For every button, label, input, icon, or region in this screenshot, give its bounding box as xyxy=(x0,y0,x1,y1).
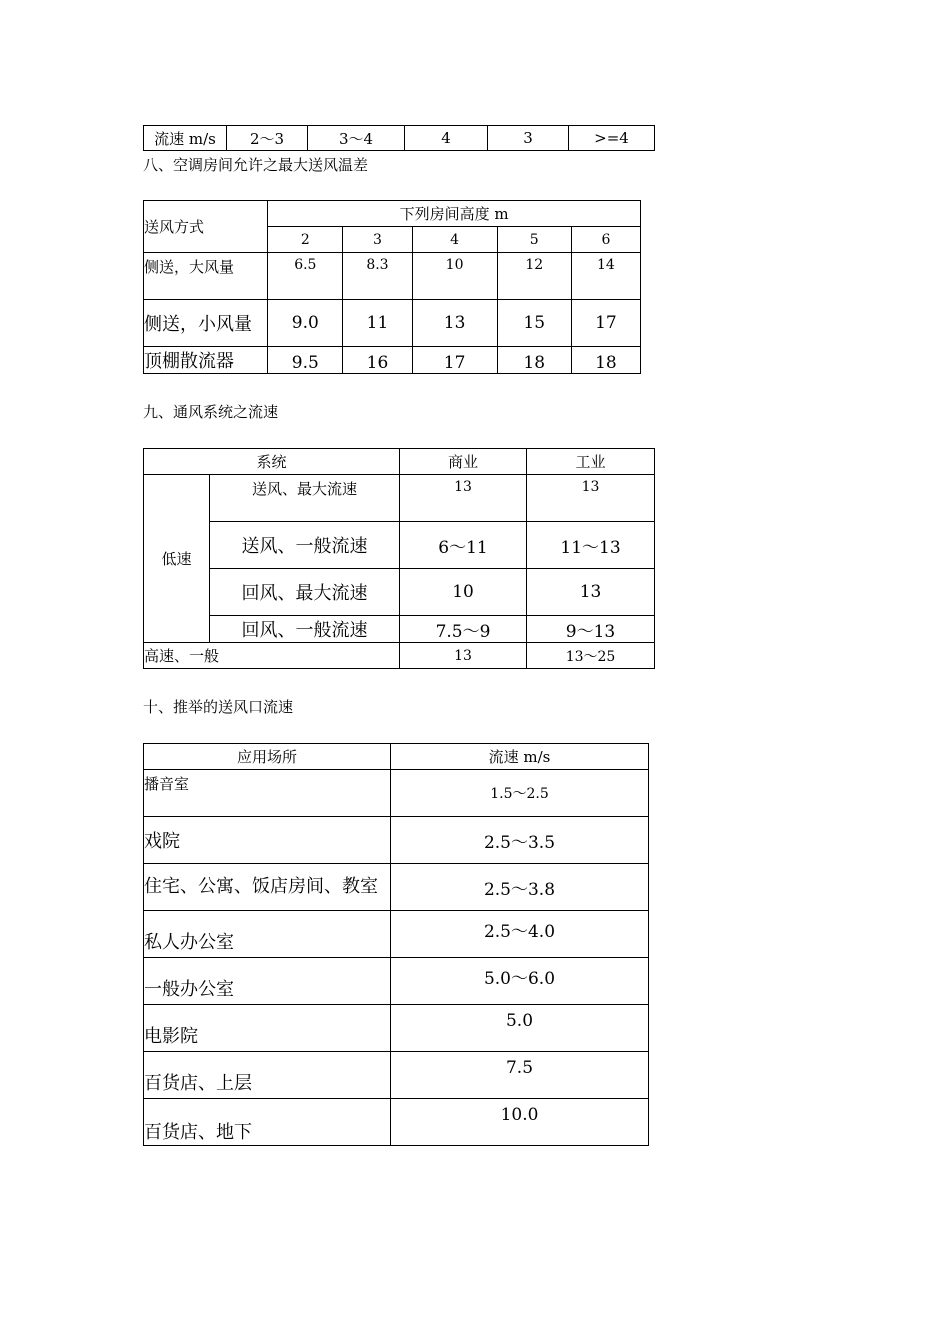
supply-mode-header: 送风方式 xyxy=(144,201,268,253)
row-label: 顶棚散流器 xyxy=(144,347,268,374)
height-column-header: 3 xyxy=(343,227,412,253)
speed-cell: 5.0 xyxy=(391,1005,649,1052)
row-label: 回风、一般流速 xyxy=(210,616,400,643)
speed-cell: 5.0～6.0 xyxy=(391,958,649,1005)
section-10-heading: 十、推举的送风口流速 xyxy=(143,698,294,716)
table-row xyxy=(144,770,649,817)
industrial-header: 工业 xyxy=(527,449,655,475)
place-header: 应用场所 xyxy=(144,744,391,770)
table-row xyxy=(144,347,641,374)
table-cell: 14 xyxy=(571,253,640,300)
velocity-row-table xyxy=(143,125,655,151)
commercial-cell: 10 xyxy=(400,569,527,616)
table-cell: 16 xyxy=(343,347,412,374)
velocity-label: 流速 m/s xyxy=(144,126,227,151)
table-cell: 10 xyxy=(412,253,497,300)
speed-cell: 1.5～2.5 xyxy=(391,770,649,817)
industrial-cell: 11～13 xyxy=(527,522,655,569)
table-row xyxy=(144,569,655,616)
industrial-cell: 13 xyxy=(527,475,655,522)
table-cell: 12 xyxy=(497,253,571,300)
section-8-heading: 八、空调房间允许之最大送风温差 xyxy=(143,156,369,174)
velocity-value: 3～4 xyxy=(308,126,405,151)
velocity-row xyxy=(144,126,655,151)
speed-cell: 10.0 xyxy=(391,1099,649,1146)
velocity-value: 4 xyxy=(405,126,488,151)
table-row xyxy=(144,958,649,1005)
industrial-cell: 9～13 xyxy=(527,616,655,643)
ventilation-velocity-table xyxy=(143,448,655,669)
section-9-heading: 九、通风系统之流速 xyxy=(143,403,279,421)
height-column-header: 5 xyxy=(497,227,571,253)
room-height-header: 下列房间高度 m xyxy=(268,201,641,227)
table-cell: 9.0 xyxy=(268,300,343,347)
place-cell: 戏院 xyxy=(144,817,391,864)
speed-cell: 7.5 xyxy=(391,1052,649,1099)
table-cell: 11 xyxy=(343,300,412,347)
table-row xyxy=(144,864,649,911)
industrial-cell: 13 xyxy=(527,569,655,616)
low-speed-label: 低速 xyxy=(144,475,210,643)
table-row xyxy=(144,643,655,669)
table-row xyxy=(144,522,655,569)
place-cell: 电影院 xyxy=(144,1005,391,1052)
table-cell: 17 xyxy=(412,347,497,374)
commercial-cell: 13 xyxy=(400,475,527,522)
table-cell: 18 xyxy=(571,347,640,374)
row-label: 送风、最大流速 xyxy=(210,475,400,522)
place-cell: 百货店、地下 xyxy=(144,1099,391,1146)
place-cell: 百货店、上层 xyxy=(144,1052,391,1099)
temperature-difference-table xyxy=(143,200,641,374)
table-cell: 18 xyxy=(497,347,571,374)
table-cell: 9.5 xyxy=(268,347,343,374)
place-cell: 住宅、公寓、饭店房间、教室 xyxy=(144,864,391,911)
row-label: 侧送，小风量 xyxy=(144,300,268,347)
table-row xyxy=(144,475,655,522)
commercial-cell: 6～11 xyxy=(400,522,527,569)
table-row xyxy=(144,1052,649,1099)
row-label: 侧送，大风量 xyxy=(144,253,268,300)
place-cell: 播音室 xyxy=(144,770,391,817)
table-row xyxy=(144,911,649,958)
table-row xyxy=(144,300,641,347)
place-cell: 私人办公室 xyxy=(144,911,391,958)
table-row xyxy=(144,1005,649,1052)
table-cell: 6.5 xyxy=(268,253,343,300)
speed-header: 流速 m/s xyxy=(391,744,649,770)
table-cell: 15 xyxy=(497,300,571,347)
table-cell: 8.3 xyxy=(343,253,412,300)
speed-cell: 2.5～3.5 xyxy=(391,817,649,864)
row-label: 高速、一般 xyxy=(144,643,400,669)
system-header: 系统 xyxy=(144,449,400,475)
industrial-cell: 13～25 xyxy=(527,643,655,669)
table-row xyxy=(144,1099,649,1146)
table-row xyxy=(144,616,655,643)
velocity-value: 3 xyxy=(488,126,569,151)
velocity-value: >=4 xyxy=(569,126,655,151)
commercial-header: 商业 xyxy=(400,449,527,475)
place-cell: 一般办公室 xyxy=(144,958,391,1005)
commercial-cell: 13 xyxy=(400,643,527,669)
outlet-velocity-table xyxy=(143,743,649,1146)
speed-cell: 2.5～3.8 xyxy=(391,864,649,911)
height-column-header: 2 xyxy=(268,227,343,253)
row-label: 回风、最大流速 xyxy=(210,569,400,616)
table-cell: 13 xyxy=(412,300,497,347)
table-row xyxy=(144,253,641,300)
row-label: 送风、一般流速 xyxy=(210,522,400,569)
height-column-header: 6 xyxy=(571,227,640,253)
table-cell: 17 xyxy=(571,300,640,347)
table-row xyxy=(144,817,649,864)
height-column-header: 4 xyxy=(412,227,497,253)
speed-cell: 2.5～4.0 xyxy=(391,911,649,958)
commercial-cell: 7.5～9 xyxy=(400,616,527,643)
velocity-value: 2～3 xyxy=(227,126,308,151)
